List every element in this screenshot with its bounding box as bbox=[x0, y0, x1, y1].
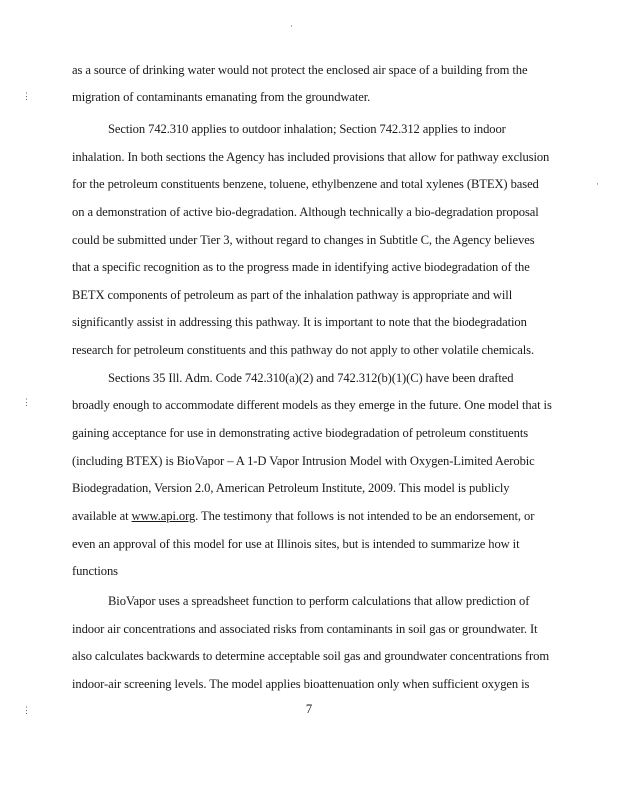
scan-speck: ⋮ bbox=[22, 397, 31, 407]
text-line: as a source of drinking water would not protect the enclosed air space of a building from the bbox=[72, 63, 528, 77]
scan-speck: ⋮ bbox=[22, 705, 31, 715]
text-line-with-link bbox=[72, 508, 534, 524]
text-line: gaining acceptance for use in demonstrating active biodegradation of petroleum constituents bbox=[72, 426, 529, 440]
scan-speck: · bbox=[596, 179, 599, 189]
text-line: significantly assist in addressing this pathway. It is important to note that the biodegradation bbox=[72, 315, 527, 329]
api-website-link[interactable]: www.api.org bbox=[131, 509, 196, 523]
text-line: that a specific recognition as to the progress made in identifying active biodegradation of the bbox=[72, 260, 530, 274]
paragraph-first-line: BioVapor uses a spreadsheet function to perform calculations that allow prediction of bbox=[108, 594, 530, 608]
text-line: functions bbox=[72, 564, 118, 578]
scan-speck: · bbox=[290, 21, 293, 31]
text-line: even an approval of this model for use at Illinois sites, but is intended to summarize how it bbox=[72, 537, 520, 551]
text-line: migration of contaminants emanating from the groundwater. bbox=[72, 90, 371, 104]
scan-speck: ⋮ bbox=[22, 91, 31, 101]
text-line: indoor air concentrations and associated risks from contaminants in soil gas or groundwater. It bbox=[72, 622, 538, 636]
text-line: research for petroleum constituents and this pathway do not apply to other volatile chemicals. bbox=[72, 343, 535, 357]
text-line: could be submitted under Tier 3, without regard to changes in Subtitle C, the Agency believes bbox=[72, 233, 535, 247]
page-number: 7 bbox=[305, 702, 313, 716]
text-line: BETX components of petroleum as part of the inhalation pathway is appropriate and will bbox=[72, 288, 513, 302]
text-line: also calculates backwards to determine acceptable soil gas and groundwater concentrations from bbox=[72, 649, 550, 663]
text-line: Biodegradation, Version 2.0, American Petroleum Institute, 2009. This model is publicly bbox=[72, 481, 510, 495]
text-line: broadly enough to accommodate different models as they emerge in the future. One model that is bbox=[72, 398, 552, 412]
text-line: inhalation. In both sections the Agency has included provisions that allow for pathway exclusion bbox=[72, 150, 550, 164]
text-segment: . The testimony that follows is not intended to be an endorsement, or bbox=[195, 509, 535, 523]
text-line: indoor-air screening levels. The model applies bioattenuation only when sufficient oxygen is bbox=[72, 677, 530, 691]
text-line: for the petroleum constituents benzene, toluene, ethylbenzene and total xylenes (BTEX) based bbox=[72, 177, 539, 191]
text-line: on a demonstration of active bio-degradation. Although technically a bio-degradation proposal bbox=[72, 205, 539, 219]
paragraph-first-line: Section 742.310 applies to outdoor inhalation; Section 742.312 applies to indoor bbox=[108, 122, 506, 136]
text-line: (including BTEX) is BioVapor – A 1-D Vapor Intrusion Model with Oxygen-Limited Aerobic bbox=[72, 454, 535, 468]
text-segment: available at bbox=[72, 509, 132, 523]
paragraph-first-line: Sections 35 Ill. Adm. Code 742.310(a)(2) and 742.312(b)(1)(C) have been drafted bbox=[108, 371, 514, 385]
